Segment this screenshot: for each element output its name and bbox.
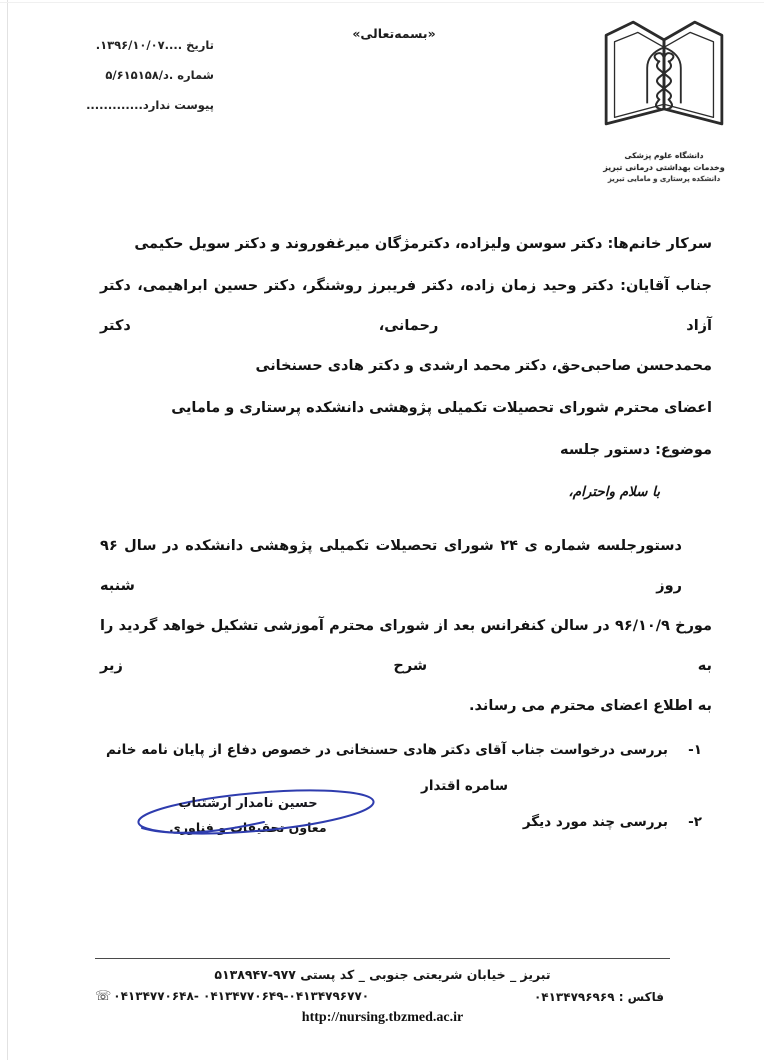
addressee-members: اعضای محترم شورای تحصیلات تکمیلی پژوهشی دانشکده پرستاری و مامایی bbox=[171, 400, 712, 416]
logo-caption-line1: دانشگاه علوم پزشکی bbox=[624, 151, 704, 160]
footer-address-text: تبریز _ خیابان شریعتی جنوبی _ کد پستی bbox=[295, 967, 551, 982]
letter-body bbox=[100, 224, 712, 840]
footer-phone-numbers: ۰۴۱۳۴۷۷۰۶۴۸- ۰۴۱۳۴۷۷۰۶۴۹-۰۴۱۳۴۷۹۶۷۷۰ bbox=[113, 989, 370, 1003]
attachment-line: پیوست ندارد............. bbox=[86, 98, 214, 112]
logo-caption bbox=[588, 150, 740, 185]
logo-caption-line3: دانشکده پرستاری و مامایی تبریز bbox=[607, 175, 721, 184]
basmala-text: «بسمه‌تعالی» bbox=[352, 26, 436, 41]
agenda-item-2-number: ۲- bbox=[688, 814, 702, 830]
salutation: با سلام واحترام، bbox=[568, 484, 660, 500]
signature-title: معاون تحقیقات و فناوری bbox=[169, 820, 327, 835]
university-logo bbox=[588, 10, 740, 185]
logo-caption-line2: وخدمات بهداشتی درمانی تبریز bbox=[603, 162, 725, 172]
letter-meta-block bbox=[38, 30, 214, 120]
footer-website: http://nursing.tbzmed.ac.ir bbox=[301, 1010, 464, 1025]
letter-footer bbox=[95, 958, 670, 1026]
agenda-item-1-number: ۱- bbox=[688, 742, 702, 758]
scan-edge-line-top bbox=[0, 2, 764, 3]
addressee-men-line2: محمدحسن صاحبی‌حق، دکتر محمد ارشدی و دکتر هادی حسنخانی bbox=[255, 358, 712, 374]
footer-fax: فاکس : ۰۴۱۳۴۷۹۶۹۶۹ bbox=[533, 989, 664, 1004]
open-book-emblem-icon bbox=[594, 10, 734, 150]
footer-address bbox=[95, 967, 670, 982]
date-line: تاریخ ....۱۳۹۶/۱۰/۰۷. bbox=[95, 38, 214, 52]
main-paragraph-line1: دستورجلسه شماره ی ۲۴ شورای تحصیلات تکمیلی پژوهشی دانشکده در سال ۹۶ روز شنبه bbox=[100, 538, 682, 594]
agenda-item-1-line1: بررسی درخواست جناب آقای دکتر هادی حسنخانی در خصوص دفاع از پایان نامه خانم bbox=[106, 742, 668, 758]
footer-postal-code: ۵۱۳۸۹۴۷-۹۷۷ bbox=[214, 967, 296, 982]
main-paragraph bbox=[100, 526, 712, 726]
signature-block bbox=[128, 796, 368, 835]
agenda-item-2-line1: بررسی چند مورد دیگر bbox=[522, 814, 668, 830]
fax-machine-icon: ☏ bbox=[95, 989, 112, 1004]
main-paragraph-line2: مورخ ۹۶/۱۰/۹ در سالن کنفرانس بعد از شورای محترم آموزشی تشکیل خواهد گردید را به شرح زیر bbox=[100, 618, 712, 674]
addressee-men-line1: جناب آقایان: دکتر وحید زمان زاده، دکتر فریبرز روشنگر، دکتر حسین ابراهیمی، دکتر آزاد رحمانی، دکتر bbox=[100, 278, 712, 334]
agenda-item-1 bbox=[100, 732, 702, 804]
signature-name: حسین نامدار ارشتناب bbox=[178, 796, 318, 811]
subject-line: موضوع: دستور جلسه bbox=[560, 442, 712, 458]
footer-divider bbox=[95, 958, 670, 959]
scan-edge-line bbox=[7, 0, 8, 1060]
number-line bbox=[38, 60, 214, 90]
addressee-women: سرکار خانم‌ها: دکتر سوسن ولیزاده، دکترمژگان میرغفوروند و دکتر سویل حکیمی bbox=[134, 236, 712, 252]
number-value: ۵/د/۶۱۵۱۵۸ bbox=[105, 68, 169, 82]
footer-contact-line bbox=[95, 989, 670, 1004]
agenda-item-1-line2: سامره اقتدار bbox=[421, 778, 508, 794]
addressee-men bbox=[100, 266, 712, 386]
footer-phones bbox=[95, 989, 369, 1004]
main-paragraph-line3: به اطلاع اعضای محترم می رساند. bbox=[469, 698, 712, 714]
number-label: شماره . bbox=[168, 68, 214, 82]
